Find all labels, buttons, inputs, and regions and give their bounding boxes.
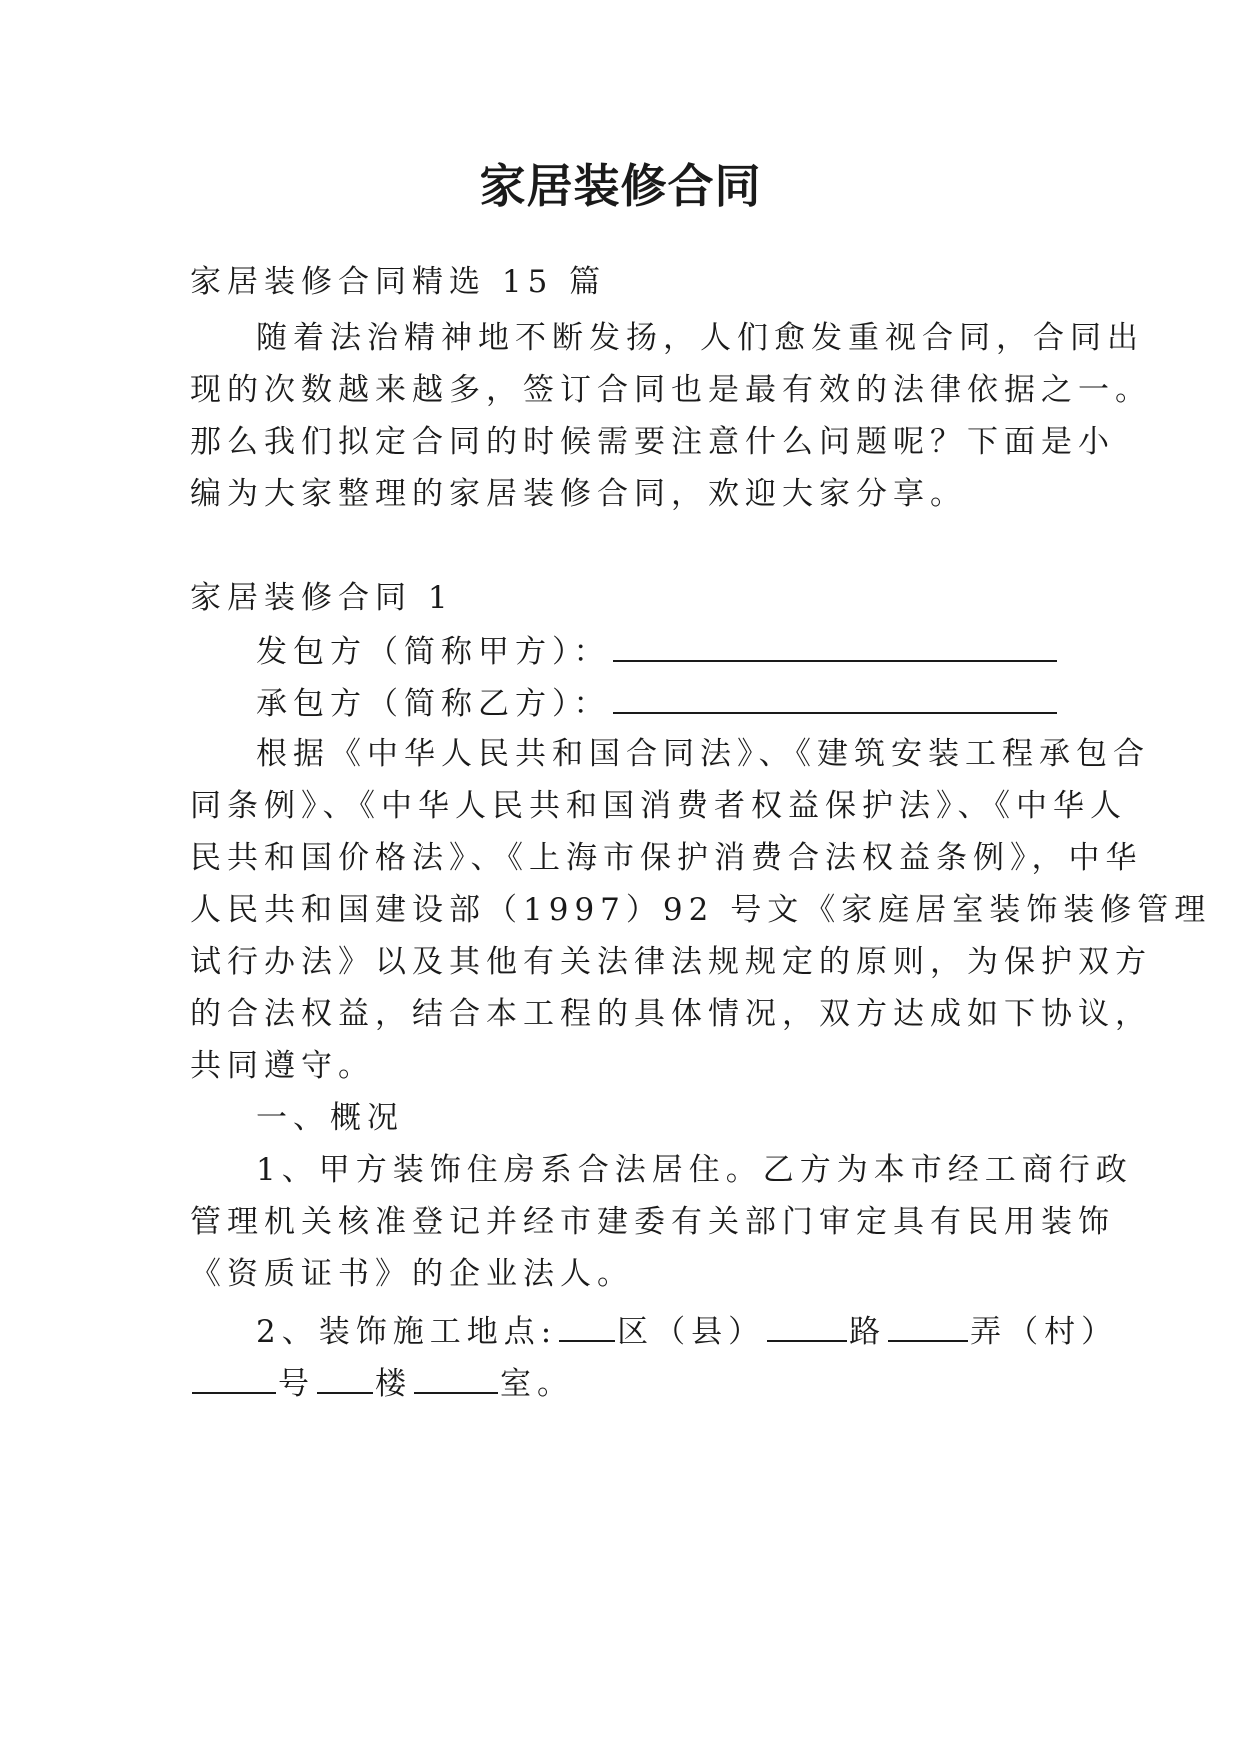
basis-line: 同条例》、《中华人民共和国消费者权益保护法》、《中华人 (190, 788, 1127, 824)
party-a-blank (613, 630, 1057, 662)
intro-line: 现的次数越来越多，签订合同也是最有效的法律依据之一。 (190, 372, 1152, 408)
road-label: 路 (849, 1314, 887, 1350)
district-label: 区（县） (617, 1314, 766, 1350)
basis-line: 试行办法》以及其他有关法律法规规定的原则，为保护双方 (190, 944, 1152, 980)
basis-line: 根据《中华人民共和国合同法》、《建筑安装工程承包合 (256, 736, 1150, 772)
item2-row-continued (190, 1362, 1070, 1404)
party-a-row (256, 630, 1070, 672)
road-blank (767, 1310, 847, 1342)
intro-line: 随着法治精神地不断发扬，人们愈发重视合同，合同出 (256, 320, 1144, 356)
basis-line: 人民共和国建设部（1997）92 号文《家庭居室装饰装修管理 (190, 892, 1212, 928)
room-blank (414, 1362, 498, 1394)
district-blank (559, 1310, 615, 1342)
item2-row (256, 1310, 1119, 1352)
building-label: 楼 (375, 1366, 412, 1402)
number-blank (192, 1362, 276, 1394)
building-blank (317, 1362, 373, 1394)
document-subtitle: 家居装修合同精选 15 篇 (190, 264, 607, 300)
party-b-label: 承包方（简称乙方）： (256, 686, 611, 722)
party-b-row (256, 682, 1070, 724)
item2-prefix: 2、装饰施工地点: (256, 1314, 558, 1350)
number-label: 号 (278, 1366, 315, 1402)
item1-line: 管理机关核准登记并经市建委有关部门审定具有民用装饰 (190, 1204, 1115, 1240)
item1-line: 《资质证书》的企业法人。 (190, 1256, 634, 1292)
overview-heading: 一、概况 (256, 1100, 404, 1136)
lane-blank (888, 1310, 968, 1342)
lane-label: 弄（村） (970, 1314, 1119, 1350)
intro-line: 那么我们拟定合同的时候需要注意什么问题呢？下面是小 (190, 424, 1115, 460)
party-a-label: 发包方（简称甲方）： (256, 634, 611, 670)
section-heading: 家居装修合同 1 (190, 580, 454, 616)
basis-line: 的合法权益，结合本工程的具体情况，双方达成如下协议， (190, 996, 1152, 1032)
room-label: 室。 (500, 1366, 574, 1402)
basis-line: 民共和国价格法》、《上海市保护消费合法权益条例》，中华 (190, 840, 1143, 876)
item1-line: 1、甲方装饰住房系合法居住。乙方为本市经工商行政 (256, 1152, 1133, 1188)
intro-line: 编为大家整理的家居装修合同，欢迎大家分享。 (190, 476, 967, 512)
document-title: 家居装修合同 (479, 159, 762, 213)
basis-line: 共同遵守。 (190, 1048, 375, 1084)
party-b-blank (613, 682, 1057, 714)
